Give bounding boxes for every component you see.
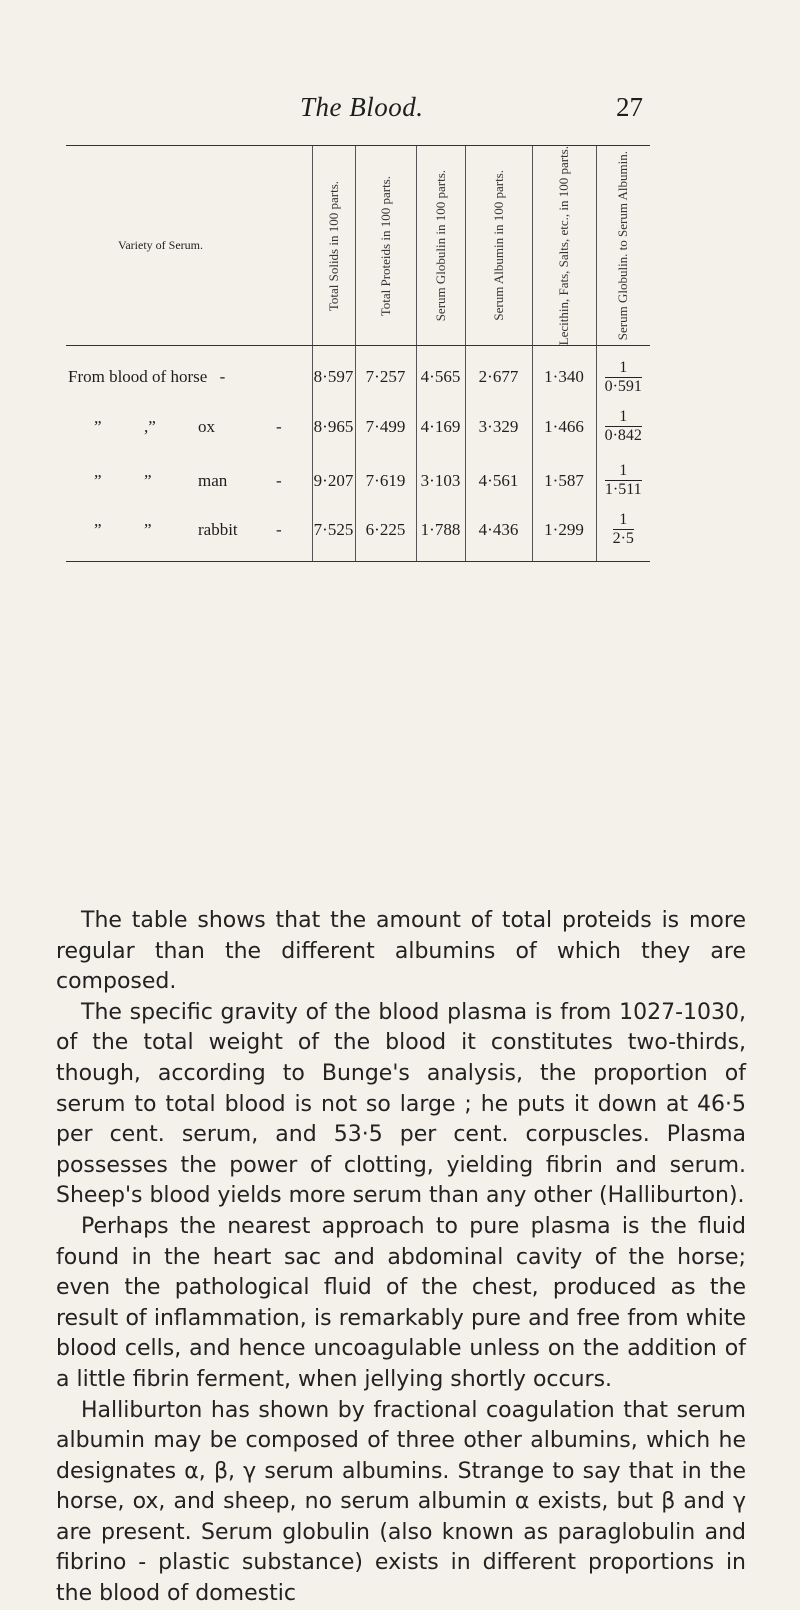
cell-serum-albumin: 3·329	[465, 400, 532, 454]
cell-serum-albumin: 2·677	[465, 346, 532, 400]
cell-serum-globulin: 1·788	[416, 508, 465, 562]
cell-lecithin-fats-salts: 1·340	[532, 346, 596, 400]
cell-total-solids: 8·597	[312, 346, 355, 400]
cell-ratio: $\frac{1}{1\cdot 511}$	[596, 454, 650, 508]
cell-ratio: $\frac{1}{0\cdot 842}$	[596, 400, 650, 454]
column-header-lecithin-fats-salts: Lecithin, Fats, Salts, etc., in 100 parts.	[532, 146, 596, 346]
column-header-total-proteids: Total Proteids in 100 parts.	[355, 146, 416, 346]
body-text	[56, 906, 746, 1610]
paragraph: Perhaps the nearest approach to pure plasma is the fluid found in the heart sac and abdominal cavity of the horse; even the pathological fluid of the chest, produced as the result of inflammation, is remarkably pure and free from white blood cells, and hence uncoagulable unless on the addition of a little fibrin ferment, when jellying shortly occurs.	[56, 1213, 746, 1392]
row-label: ” ,” ox -	[94, 416, 282, 436]
column-header-total-solids: Total Solids in 100 parts.	[312, 146, 355, 346]
cell-serum-globulin: 3·103	[416, 454, 465, 508]
cell-serum-albumin: 4·561	[465, 454, 532, 508]
paragraph: The table shows that the amount of total proteids is more regular than the different albumins of which they are composed.	[56, 908, 746, 995]
cell-total-proteids: 7·499	[355, 400, 416, 454]
cell-lecithin-fats-salts: 1·466	[532, 400, 596, 454]
cell-total-proteids: 7·619	[355, 454, 416, 508]
cell-serum-globulin: 4·565	[416, 346, 465, 400]
cell-serum-globulin: 4·169	[416, 400, 465, 454]
cell-lecithin-fats-salts: 1·299	[532, 508, 596, 562]
cell-total-solids: 9·207	[312, 454, 355, 508]
column-header-variety: Variety of Serum.	[66, 146, 312, 346]
running-title: The Blood.	[300, 92, 424, 122]
column-header-globulin-albumin-ratio: Serum Globulin. to Serum Albumin.	[596, 146, 650, 346]
cell-ratio: $\frac{1}{2\cdot 5}$	[596, 508, 650, 562]
row-label: ” ” man -	[94, 470, 282, 490]
table-row-man	[66, 454, 650, 508]
table-row-ox	[66, 400, 650, 454]
cell-ratio: $\frac{1}{0\cdot 591}$	[596, 346, 650, 400]
row-label: From blood of horse -	[68, 367, 226, 387]
cell-total-proteids: 6·225	[355, 508, 416, 562]
table-row-rabbit	[66, 508, 650, 562]
serum-composition-table	[66, 145, 650, 562]
table-header-row	[66, 146, 650, 346]
cell-lecithin-fats-salts: 1·587	[532, 454, 596, 508]
column-header-serum-globulin: Serum Globulin in 100 parts.	[416, 146, 465, 346]
page-number: 27	[616, 92, 643, 122]
row-label: ” ” rabbit -	[66, 508, 312, 562]
cell-total-solids: 8·965	[312, 400, 355, 454]
paragraph: The specific gravity of the blood plasma is from 1027-1030, of the total weight of the blood it constitutes two-thirds, though, according to Bunge's analysis, the proportion of serum to total blood is not so large ; he puts it down at 46·5 per cent. serum, and 53·5 per cent. corpuscles. Plasma possesses the power of clotting, yielding fibrin and serum. Sheep's blood yields more serum than any other (Halliburton).	[56, 999, 746, 1209]
cell-total-solids: 7·525	[312, 508, 355, 562]
cell-serum-albumin: 4·436	[465, 508, 532, 562]
running-head	[0, 92, 800, 132]
table-row-horse	[66, 346, 650, 400]
cell-total-proteids: 7·257	[355, 346, 416, 400]
paragraph: Halliburton has shown by fractional coagulation that serum albumin may be composed of three other albumins, which he designates α, β, γ serum albumins. Strange to say that in the horse, ox, and sheep, no serum albumin α exists, but β and γ are present. Serum globulin (also known as paraglobulin and fibrino - plastic substance) exists in different proportions in the blood of domestic	[56, 1397, 746, 1607]
column-header-serum-albumin: Serum Albumin in 100 parts.	[465, 146, 532, 346]
